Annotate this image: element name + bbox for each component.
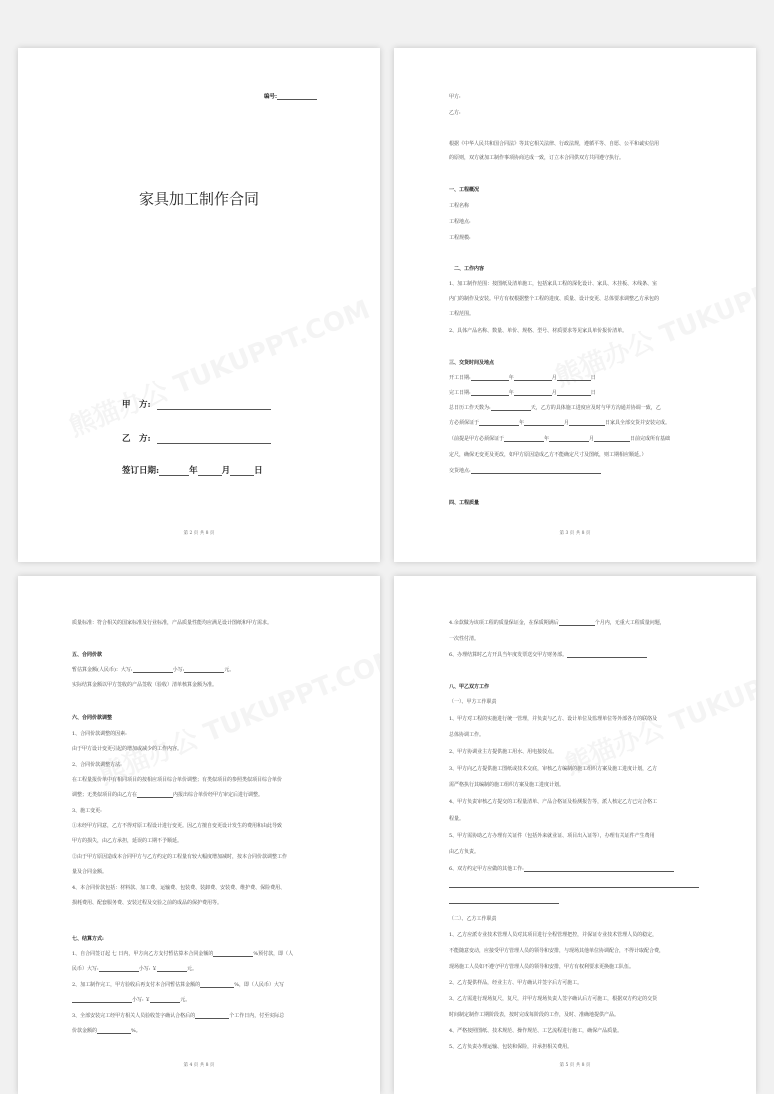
watermark [549, 239, 756, 394]
text-line: 2、合同价款调整方法: [72, 762, 122, 768]
settlement-note: 实际结算金额以甲方签收的产品签收（验收）清单核算金额为准。 [72, 682, 218, 688]
start-date: 开工日期: 年 月 日 [449, 375, 596, 381]
text-line: 1、甲方对工程的实施进行统一管理，并负责与乙方、设计单位及监理单位等外部各方的联络及 [449, 716, 658, 722]
text-line: ①未经甲方同意，乙方不得对原工程设计进行变更。因乙方擅自变更设计发生的费用和由此导致 [72, 823, 283, 829]
intro-line: 根据《中华人民共和国合同法》等其它相关法律、行政法规，遵循平等、自愿、公平和诚实信用 [449, 141, 660, 147]
section-5-title: 五、合同价款 [72, 652, 103, 658]
end-date: 完工日期: 年 月 日 [449, 390, 596, 396]
text-line: ②由于甲方原因造成本合同甲方与乙方约定的工程量有较大幅度增加减时，按本合同价款调整工作 [72, 854, 288, 860]
page-footer: 第 5 页 共 8 页 [559, 1063, 591, 1068]
text-line: 内门的制作及安装。甲方有权根据整个工程的进度、质量、设计变更、总体要求调整乙方承包的 [449, 296, 660, 302]
guarantee-line: 方必须保证于 年 月 日家具全部交货并安装完成。 [449, 420, 671, 426]
total-days: 总日历工作天数为: 天，乙方的具体施工进度应及时与甲方沟通并协调一致，乙 [449, 405, 661, 411]
text-line: 由于甲方设计变更引起的增加或减少的工作内容。 [72, 746, 183, 752]
text-line: 5、甲方需协助乙方办理有关证件（包括外来就业证、项目出入证等），办理有关证件产生费用 [449, 833, 655, 839]
precondition-line: （前提是甲方必须保证于 年 月 日前完成所有基础 [449, 436, 671, 442]
text-line: 5、乙方负责办理运输、包装和保险，并承担相关费用。 [449, 1044, 573, 1050]
subsection-title: （二）、乙方工作职责 [449, 916, 497, 922]
party-b: 乙方: [449, 110, 461, 116]
text-line: 价款金额的 %。 [72, 1028, 141, 1034]
text-line: 3、施工变更: [72, 808, 102, 814]
text-line: 时间制定制作工期阶段表，按时完成每阶段的工作，及时、准确地提供产品。 [449, 1012, 620, 1018]
delivery-place: 交货地点: [449, 468, 601, 474]
page-contract-4 [394, 576, 756, 1094]
page-footer: 第 3 页 共 8 页 [559, 531, 591, 536]
text-line: 民币）大写: 小写: ￥ 元。 [72, 966, 197, 972]
page-footer: 第 4 页 共 8 页 [183, 1063, 215, 1068]
section-7-title: 七、结算方式: [72, 936, 104, 942]
text-line: 6、双方约定甲方应做的其他工作: [449, 866, 674, 872]
text-line: 2、加工制作完工，甲方验收后再支付本合同暂估算金额的 %，即（人民币）大写 [72, 982, 284, 988]
text-line: 3、全部安装完工经甲方相关人员验收签字确认合格后的 个工作日内，付至实际总 [72, 1013, 285, 1019]
section-6-title: 六、合同价款调整 [72, 715, 113, 721]
page-footer: 第 2 页 共 8 页 [183, 531, 215, 536]
subsection-title: （一）、甲方工作职责 [449, 699, 497, 705]
text-line: 3、甲方向乙方提供施工图纸或技术交底，审核乙方编制的施工组织方案及施工进度计划，乙方 [449, 766, 658, 772]
text-line: 在工程量报价单中有相同项目的按相应项目综合单价调整；有类似项目的参照类似项目综合单价 [72, 777, 283, 783]
text-line: 调整；无类似项目的由乙方在 内报出综合单价经甲方审定后进行调整。 [72, 792, 264, 798]
precondition-line: 定尺，确保无变更及更改，如甲方原因造成乙方不能确定尺寸及图纸，则工期相应顺延。） [449, 452, 647, 458]
page-contract-2 [394, 48, 756, 562]
watermark [559, 627, 756, 782]
text-line: 1、加工制作范围：按图纸及清单施工，包括家具工程的深化设计、家具、木挂板、木线条、室 [449, 281, 658, 287]
text-line: 3、乙方需进行现场复尺，复尺，并甲方现场负责人签字确认后方可施工，根据双方约定的交货 [449, 996, 658, 1002]
blank-line [449, 898, 559, 904]
text-line: 4、甲方负责审核乙方提交的工程量清单、产品合格证及检测报告等，派人核定乙方已完合格工 [449, 799, 658, 805]
text-line: 1、自合同签订起 七 日内，甲方向乙方支付暂估算本合同金额的 %预付款，即（人 [72, 951, 294, 957]
text-line: 损耗费用、配套服务费、安装过程及交验之前的成品的保护费用等。 [72, 900, 223, 906]
text-line: 程量。 [449, 816, 465, 822]
contract-number-label: 编号: [264, 94, 317, 100]
party-a-line: 甲 方: [122, 398, 271, 410]
text-line: 现场施工人员如不遵守甲方管理人员的领导和安排，甲方有权利要求更换施工队伍。 [449, 964, 635, 970]
project-name: 工程名称 [449, 203, 470, 209]
intro-line: 的原则，双方就加工制作事项协商达成一致，订立本合同供双方共同遵守执行。 [449, 155, 625, 161]
text-line: 甲方的损失，由乙方承担，延误的工期不予顺延。 [72, 838, 183, 844]
section-3-title: 三、交货时间及地点 [449, 360, 495, 366]
text-line: 需严格执行其编制的施工组织方案及施工进度计划。 [449, 782, 565, 788]
text-line: 一次性付清。 [449, 636, 480, 642]
page-title: 家具加工制作合同 [138, 190, 259, 208]
section-2-title: 二、工作内容 [454, 266, 485, 272]
section-1-title: 一、工程概况 [449, 187, 480, 193]
text-line: 2、具体产品名称、数量、单价、规格、型号、材质要求等见家具单价报价清单。 [449, 328, 628, 334]
project-location: 工程地点: [449, 219, 471, 225]
text-line: 不能随意变动，应接受甲方管理人员的领导和安排，与现场其他单位协调配合，不得计取配合费， [449, 948, 665, 954]
text-line: 4、本合同价款包括：材料款、加工费、运输费、包装费、装卸费、安装费、维护费、保险费用、 [72, 885, 286, 891]
text-line: 6、办理结算时乙方开具当年度发票送交甲方财务部。 [449, 652, 647, 658]
watermark [93, 637, 380, 792]
party-b-line: 乙 方: [122, 432, 271, 444]
text-line: 工程范围。 [449, 311, 475, 317]
sign-date-line: 签订日期: 年 月 日 [122, 466, 263, 476]
text-line: 由乙方负责。 [449, 849, 480, 855]
project-scale: 工程规模: [449, 235, 471, 241]
text-line: 量及合同金额。 [72, 869, 108, 875]
text-line: 2、甲方协调业主方提供施工用水、用电接驳点。 [449, 749, 558, 755]
text-line: 4.余款做为该项工程的质量保证金，在保质期满后 个月内，无重大工程质量问题， [449, 620, 665, 626]
text-line: 小写: ￥ 元。 [72, 997, 190, 1003]
page-cover [18, 48, 380, 562]
text-line: 1、乙方应派专业技术管理人员对其项目进行全程管理把控，并保证专业技术管理人员的稳定， [449, 932, 658, 938]
contract-amount: 暂估算金额(人民币)：大写: 小写: 元。 [72, 667, 235, 673]
party-a: 甲方: [449, 94, 461, 100]
text-line: 2、乙方提供样品，经业主方、甲方确认并签字后方可施工。 [449, 980, 583, 986]
quality-standard: 质量标准：符合相关的国家标准及行业标准，产品质量性能均应满足设计图纸和甲方需求。 [72, 620, 273, 626]
blank-line [449, 882, 699, 888]
watermark [63, 289, 375, 444]
section-8-title: 八、甲乙双方工作 [449, 684, 490, 690]
page-contract-3 [18, 576, 380, 1094]
text-line: 总体协调工作。 [449, 732, 485, 738]
text-line: 1、合同价款调整的因素: [72, 731, 127, 737]
text-line: 4、严格按照图纸、技术规范、操作规范、工艺流程进行施工，确保产品质量。 [449, 1028, 623, 1034]
section-4-title: 四、工程质量 [449, 500, 480, 506]
